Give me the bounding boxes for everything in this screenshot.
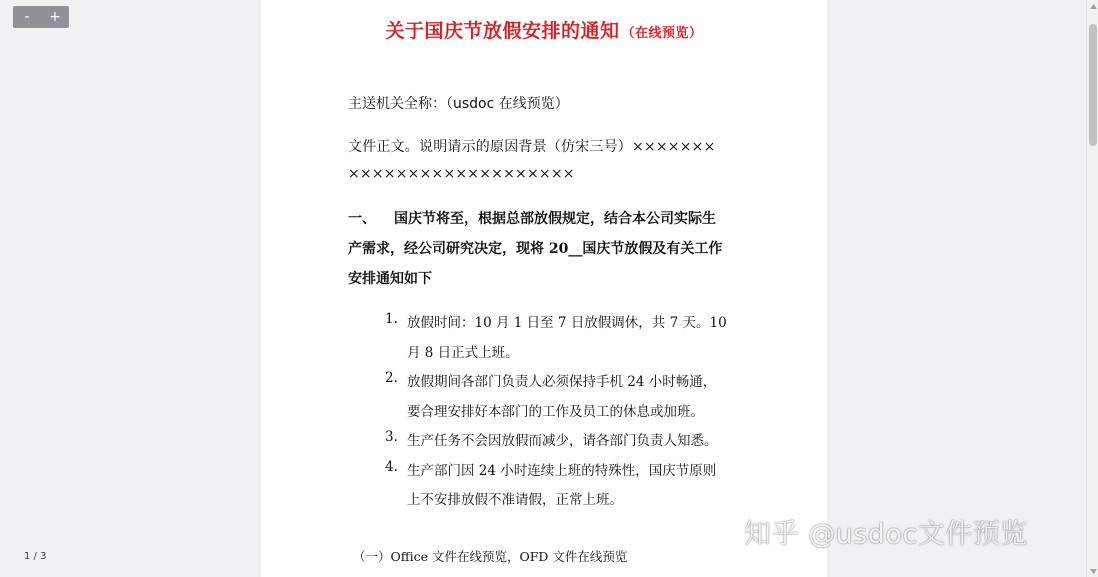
addressee-line: 主送机关全称：（usdoc 在线预览） <box>348 96 569 112</box>
title-main: 关于国庆节放假安排的通知 <box>385 20 620 42</box>
list-text: 上不安排放假不准请假，正常上班。 <box>407 492 623 508</box>
list-text: 生产部门因 24 小时连续上班的特殊性，国庆节原则 <box>407 463 717 479</box>
list-text: 放假期间各部门负责人必须保持手机 24 小时畅通， <box>407 374 717 390</box>
vertical-scrollbar[interactable] <box>1086 0 1098 577</box>
list-number: 1. <box>385 311 398 327</box>
document-page <box>261 0 827 577</box>
intro-line-1: 文件正文。说明请示的原因背景（仿宋三号）××××××× <box>348 139 716 155</box>
section-1-line-2: 产需求，经公司研究决定，现将 20__国庆节放假及有关工作 <box>348 241 723 257</box>
list-text: 月 8 日正式上班。 <box>407 345 519 361</box>
zoom-controls <box>13 6 69 28</box>
section-1-line-3: 安排通知如下 <box>348 271 432 287</box>
list-text: 要合理安排好本部门的工作及员工的休息或加班。 <box>407 404 704 420</box>
list-text: 放假时间：10 月 1 日至 7 日放假调休，共 7 天。10 <box>407 315 727 331</box>
scrollbar-thumb[interactable] <box>1089 24 1097 146</box>
section-1-line-1 <box>348 208 716 228</box>
triangle-down-icon[interactable] <box>1087 565 1098 577</box>
list-number: 4. <box>385 459 398 475</box>
document-title <box>261 16 827 43</box>
watermark: 知乎 @usdoc文件预览 <box>744 519 1028 550</box>
page-indicator: 1 / 3 <box>24 551 47 562</box>
zoom-out-button[interactable]: - <box>24 9 30 25</box>
section-1-number: 一、 <box>348 211 376 227</box>
section-1-text-1: 国庆节将至，根据总部放假规定，结合本公司实际生 <box>394 211 716 227</box>
subsection-heading: （一）Office 文件在线预览，OFD 文件在线预览 <box>353 549 628 564</box>
triangle-up-icon[interactable] <box>1087 0 1098 12</box>
title-suffix: （在线预览） <box>621 26 703 41</box>
intro-line-2: ××××××××××××××××××× <box>348 166 575 182</box>
list-text: 生产任务不会因放假而减少，请各部门负责人知悉。 <box>407 433 718 449</box>
list-number: 2. <box>385 370 398 386</box>
zoom-in-button[interactable]: + <box>49 9 61 25</box>
list-number: 3. <box>385 429 398 445</box>
